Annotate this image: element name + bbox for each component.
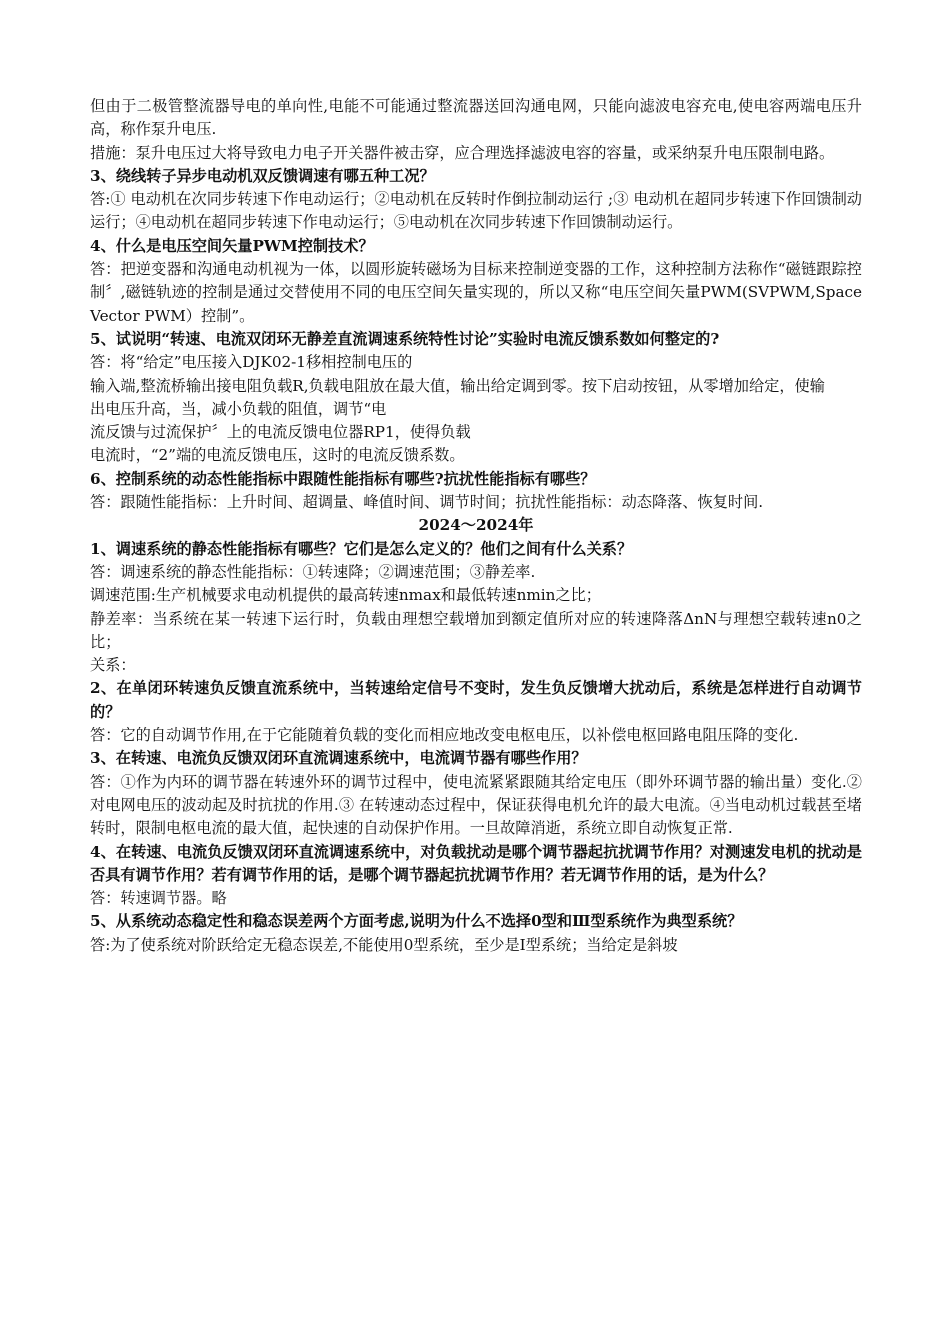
section-year-heading: 2024～2024年 [418, 516, 534, 535]
answer-paragraph: 答：转速调节器。略 [90, 889, 227, 908]
answer-paragraph: 答：跟随性能指标：上升时间、超调量、峰值时间、调节时间；抗扰性能指标：动态降落、恢复时间. [90, 493, 764, 512]
paragraph: 措施：泵升电压过大将导致电力电子开关器件被击穿，应合理选择滤波电容的容量，或采纳泵升电压限制电路。 [90, 143, 835, 162]
answer-paragraph: 答：它的自动调节作用,在于它能随着负载的变化而相应地改变电枢电压，以补偿电枢回路电阻压降的变化. [90, 726, 799, 745]
answer-paragraph: 电流时，“2”端的电流反馈电压，这时的电流反馈系数。 [90, 446, 465, 465]
question-heading: 2、在单闭环转速负反馈直流系统中，当转速给定信号不变时，发生负反馈增大扰动后，系统是怎样进行自动调节的？ [90, 679, 862, 721]
question-heading: 5、试说明“转速、电流双闭环无静差直流调速系统特性讨论”实验时电流反馈系数如何整定的? [90, 329, 720, 348]
question-heading: 4、在转速、电流负反馈双闭环直流调速系统中，对负载扰动是哪个调节器起抗扰调节作用？对测速发电机的扰动是否具有调节作用？若有调节作用的话，是哪个调节器起抗扰调节作用？若无调节作用的话，是为什么？ [90, 842, 862, 884]
answer-paragraph: 关系： [90, 656, 136, 675]
answer-paragraph: 答：①作为内环的调节器在转速外环的调节过程中，使电流紧紧跟随其给定电压（即外环调节器的输出量）变化.② 对电网电压的波动起及时抗扰的作用.③ 在转速动态过程中，保证获得电机允许的最大电流。④当电动机过载甚至堵转时，限制电枢电流的最大值，起快速的自动保护作用。一旦故障消逝，系统立即自动恢复正常. [90, 772, 862, 838]
question-heading: 3、在转速、电流负反馈双闭环直流调速系统中，电流调节器有哪些作用？ [90, 749, 587, 768]
question-heading: 3、绕线转子异步电动机双反馈调速有哪五种工况？ [90, 166, 435, 185]
answer-paragraph: 答：调速系统的静态性能指标：①转速降；②调速范围；③静差率. [90, 562, 536, 581]
paragraph: 但由于二极管整流器导电的单向性,电能不可能通过整流器送回沟通电网，只能向滤波电容充电,使电容两端电压升高，称作泵升电压. [90, 97, 862, 139]
answer-paragraph: 流反馈与过流保护〞上的电流反馈电位器RP1，使得负载 [90, 423, 471, 442]
answer-paragraph: 静差率：当系统在某一转速下运行时，负载由理想空载增加到额定值所对应的转速降落ΔnN与理想空载转速n0之比； [90, 609, 862, 651]
answer-paragraph: 输入端,整流桥输出接电阻负载R,负载电阻放在最大值，输出给定调到零。按下启动按钮，从零增加给定，使输 [90, 376, 825, 395]
answer-paragraph: 答:为了使系统对阶跃给定无稳态误差,不能使用0型系统，至少是Ⅰ型系统；当给定是斜坡 [90, 935, 678, 954]
question-heading: 6、控制系统的动态性能指标中跟随性能指标有哪些?抗扰性能指标有哪些？ [90, 469, 596, 488]
answer-paragraph: 答:① 电动机在次同步转速下作电动运行；②电动机在反转时作倒拉制动运行 ;③ 电动机在超同步转速下作回馈制动运行；④电动机在超同步转速下作电动运行；⑤电动机在次同步转速下作回馈制动运行。 [90, 190, 862, 232]
answer-paragraph: 答：把逆变器和沟通电动机视为一体，以圆形旋转磁场为目标来控制逆变器的工作，这种控制方法称作“磁链跟踪控制〞,磁链轨迹的控制是通过交替使用不同的电压空间矢量实现的，所以又称“电压空间矢量PWM(SVPWM,Space Vector PWM）控制”。 [90, 260, 862, 325]
answer-paragraph: 答：将“给定”电压接入DJK02-1移相控制电压的 [90, 353, 413, 372]
question-heading: 5、从系统动态稳定性和稳态误差两个方面考虑,说明为什么不选择0型和Ⅲ型系统作为典型系统？ [90, 912, 743, 931]
question-heading: 1、调速系统的静态性能指标有哪些？它们是怎么定义的？他们之间有什么关系？ [90, 539, 633, 558]
answer-paragraph: 出电压升高，当，减小负载的阻值，调节“电 [90, 399, 387, 418]
answer-paragraph: 调速范围:生产机械要求电动机提供的最高转速nmax和最低转速nmin之比； [90, 586, 601, 605]
question-heading: 4、什么是电压空间矢量PWM控制技术？ [90, 236, 374, 255]
